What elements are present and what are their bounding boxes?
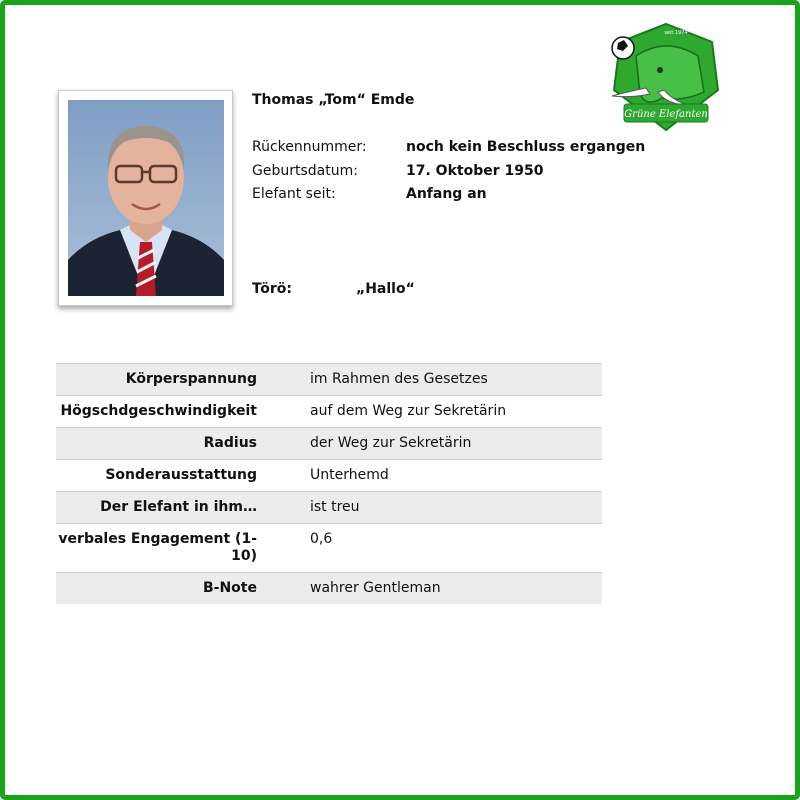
logo-text: Grüne Elefanten (624, 109, 708, 120)
stat-label: B-Note (202, 580, 257, 596)
stat-value: auf dem Weg zur Sekretärin (310, 403, 507, 419)
stat-label: Sonderausstattung (105, 467, 257, 483)
stat-label: Högschdgeschwindigkeit (60, 403, 257, 419)
logo-since: seit 1974 (664, 30, 688, 36)
table-row (56, 524, 602, 573)
stat-label: Der Elefant in ihm… (100, 499, 257, 515)
profile-photo (68, 100, 224, 296)
info-label-member-since: Elefant seit: (252, 186, 336, 202)
stat-label: Radius (203, 435, 257, 451)
stat-value: im Rahmen des Gesetzes (310, 371, 488, 387)
info-label-number: Rückennummer: (252, 139, 367, 155)
table-row (56, 364, 602, 396)
club-logo (606, 22, 726, 134)
profile-photo-card (58, 90, 233, 306)
stat-label: verbales Engagement (1-10) (58, 531, 257, 564)
stat-value: 0,6 (310, 531, 333, 547)
info-value-birthdate: 17. Oktober 1950 (406, 163, 544, 179)
stat-label: Körperspannung (125, 371, 257, 387)
table-row (56, 428, 602, 460)
info-label-birthdate: Geburtsdatum: (252, 163, 358, 179)
table-row (56, 396, 602, 428)
info-value-number: noch kein Beschluss ergangen (406, 139, 646, 155)
stat-value: ist treu (310, 499, 360, 515)
stat-value: der Weg zur Sekretärin (310, 435, 472, 451)
toro-value: „Hallo“ (356, 281, 415, 297)
profile-name: Thomas „Tom“ Emde (252, 92, 415, 108)
info-value-member-since: Anfang an (406, 186, 487, 202)
stat-value: wahrer Gentleman (310, 580, 441, 596)
table-row (56, 460, 602, 492)
toro-label: Törö: (252, 281, 292, 297)
table-row (56, 492, 602, 524)
table-row (56, 573, 602, 604)
stat-value: Unterhemd (310, 467, 389, 483)
stats-table (56, 363, 602, 604)
